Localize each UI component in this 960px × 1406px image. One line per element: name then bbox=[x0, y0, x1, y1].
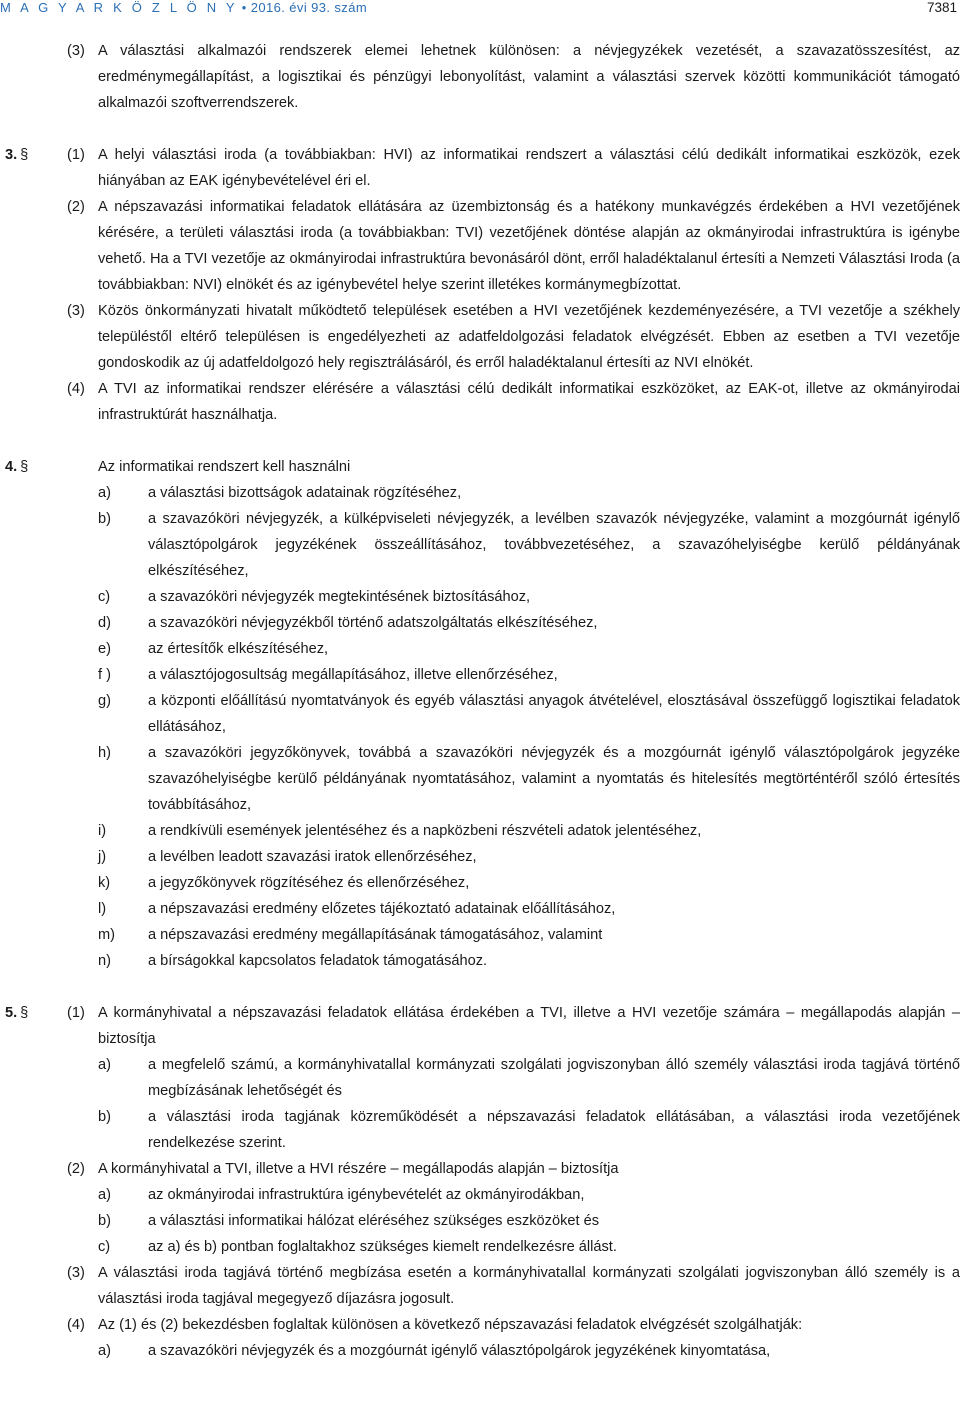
paragraph-text: A helyi választási iroda (a továbbiakban: HVI) az informatikai rendszert a választási célú dedikált informatikai eszközök, ezek hiányában az EAK igénybevételével éri el. bbox=[98, 147, 960, 189]
list-item-text: a választási iroda tagjának közreműködését a népszavazási feladatok ellátásában, a választási iroda vezetőjének rendelkezése szerint. bbox=[148, 1109, 960, 1151]
list-item-label: a) bbox=[98, 485, 111, 501]
paragraph-text: A kormányhivatal a népszavazási feladatok ellátása érdekében a TVI, illetve a HVI vezetője számára – megállapodás alapján – biztosítja bbox=[98, 1005, 960, 1047]
paragraph-number: (3) bbox=[67, 303, 85, 319]
list-item-label: n) bbox=[98, 953, 111, 969]
list-item-text: a választójogosultság megállapításához, illetve ellenőrzéséhez, bbox=[148, 667, 558, 683]
section-number-value: 3. bbox=[5, 147, 18, 163]
section-number-value: 4. bbox=[5, 459, 18, 475]
list-item-text: a levélben leadott szavazási iratok ellenőrzéséhez, bbox=[148, 849, 477, 865]
list-item-label: c) bbox=[98, 589, 111, 605]
list-item bbox=[0, 1104, 960, 1156]
list-item-label: e) bbox=[98, 641, 111, 657]
list-item-label: f ) bbox=[98, 667, 111, 683]
list-item-label: g) bbox=[98, 693, 111, 709]
list-item-text: a szavazóköri jegyzőkönyvek, továbbá a szavazóköri névjegyzék és a mozgóurnát igénylő választópolgárok jegyzéke szavazóhelyiségbe kerülő példányának nyomtatásához, valamint a nyomtatás és hitelesítés megtörténtéről szóló értesítés továbbításához, bbox=[148, 745, 960, 813]
list-item-text: az a) és b) pontban foglaltakhoz szükséges kiemelt rendelkezésre állást. bbox=[148, 1239, 617, 1255]
list-item-text: a választási bizottságok adatainak rögzítéséhez, bbox=[148, 485, 462, 501]
paragraph-text: A népszavazási informatikai feladatok ellátására az üzembiztonság és a hatékony munkavégzés érdekében a HVI vezetőjének kérésére, a területi választási iroda (a továbbiakban: TVI) vezetőjének döntése alapján az okmányirodai infrastruktúra is igénybe vehető. Ha a TVI vezetője az okmányirodai infrastruktúra bevonásáról dönt, erről haladéktalanul értesíti a Nemzeti Választási Iroda (a továbbiakban: NVI) elnökét és az igénybevétel helye szerint illetékes kormánymegbízottat. bbox=[98, 199, 960, 293]
paragraph-text: Az informatikai rendszert kell használni bbox=[98, 459, 351, 475]
list-item bbox=[0, 896, 960, 922]
list-item bbox=[0, 636, 960, 662]
list-item-label: b) bbox=[98, 1213, 111, 1229]
paragraph-number: (2) bbox=[67, 199, 85, 215]
paragraph-text: A kormányhivatal a TVI, illetve a HVI részére – megállapodás alapján – biztosítja bbox=[98, 1161, 619, 1177]
paragraph bbox=[0, 38, 960, 116]
list-item-label: a) bbox=[98, 1057, 111, 1073]
list-item-text: a szavazóköri névjegyzék, a külképviseleti névjegyzék, a levélben szavazók névjegyzéke, valamint a mozgóurnát igénylő választópolgárok jegyzékének összeállításához, továbbvezetéséhez, a szavazóhelyiségbe kerülő példányának elkészítéséhez, bbox=[148, 511, 960, 579]
list-item-text: az értesítők elkészítéséhez, bbox=[148, 641, 329, 657]
section-number bbox=[5, 1000, 28, 1026]
section-sign: § bbox=[20, 147, 29, 163]
paragraph-text: Az (1) és (2) bekezdésben foglaltak különösen a következő népszavazási feladatok elvégzését szolgálhatják: bbox=[98, 1317, 803, 1333]
list-item bbox=[0, 688, 960, 740]
section-block bbox=[0, 1000, 960, 1364]
paragraph-number: (3) bbox=[67, 1265, 85, 1281]
paragraph bbox=[0, 1000, 960, 1052]
list-item-text: a választási informatikai hálózat eléréséhez szükséges eszközöket és bbox=[148, 1213, 600, 1229]
paragraph bbox=[0, 454, 960, 480]
list-item-label: b) bbox=[98, 511, 111, 527]
section-block bbox=[0, 38, 960, 116]
list-item-label: d) bbox=[98, 615, 111, 631]
list-item bbox=[0, 480, 960, 506]
paragraph bbox=[0, 298, 960, 376]
paragraph-number: (4) bbox=[67, 381, 85, 397]
list-item bbox=[0, 870, 960, 896]
list-item bbox=[0, 1182, 960, 1208]
list-item bbox=[0, 818, 960, 844]
list-item-label: m) bbox=[98, 927, 116, 943]
list-item-text: a bírságokkal kapcsolatos feladatok támogatásához. bbox=[148, 953, 488, 969]
list-item-text: a szavazóköri névjegyzékből történő adatszolgáltatás elkészítéséhez, bbox=[148, 615, 598, 631]
section-number bbox=[5, 454, 28, 480]
list-item-label: h) bbox=[98, 745, 111, 761]
paragraph-text: Közös önkormányzati hivatalt működtető települések esetében a HVI vezetőjének kezdeményezésére, a TVI vezetője a székhely településtől eltérő településen is engedélyezheti az adatfeldolgozási feladatok elvégzését. Ebben az esetben a TVI vezetője gondoskodik az új adatfeldolgozó hely regisztrálásáról, és erről haladéktalanul értesíti az NVI elnökét. bbox=[98, 303, 960, 371]
list-item-text: a népszavazási eredmény előzetes tájékoztató adatainak előállításához, bbox=[148, 901, 616, 917]
paragraph-number: (1) bbox=[67, 1005, 85, 1021]
list-item-label: a) bbox=[98, 1187, 111, 1203]
paragraph bbox=[0, 376, 960, 428]
list-item bbox=[0, 1208, 960, 1234]
list-item-text: a szavazóköri névjegyzék megtekintésének biztosításához, bbox=[148, 589, 531, 605]
running-header bbox=[0, 0, 367, 15]
paragraph-text: A választási alkalmazói rendszerek elemei lehetnek különösen: a névjegyzékek vezetését, a szavazatösszesítést, az eredménymegállapítást, a logisztikai és pénzügyi lebonyolítást, valamint a választási szervek közötti kommunikációt támogató alkalmazói szoftverrendszerek. bbox=[98, 43, 960, 111]
section-sign: § bbox=[20, 459, 29, 475]
list-item-text: a rendkívüli események jelentéséhez és a napközbeni részvételi adatok jelentéséhez, bbox=[148, 823, 702, 839]
paragraph-number: (3) bbox=[67, 43, 85, 59]
section-block bbox=[0, 142, 960, 428]
list-item bbox=[0, 506, 960, 584]
list-item-label: k) bbox=[98, 875, 111, 891]
paragraph bbox=[0, 1312, 960, 1338]
list-item-text: a szavazóköri névjegyzék és a mozgóurnát igénylő választópolgárok jegyzékének kinyomtatása, bbox=[148, 1343, 771, 1359]
publication-title: M A G Y A R K Ö Z L Ö N Y bbox=[0, 0, 238, 15]
list-item bbox=[0, 948, 960, 974]
paragraph bbox=[0, 194, 960, 298]
list-item-label: a) bbox=[98, 1343, 111, 1359]
list-item bbox=[0, 1052, 960, 1104]
list-item-label: j) bbox=[98, 849, 107, 865]
list-item-label: l) bbox=[98, 901, 107, 917]
paragraph bbox=[0, 1156, 960, 1182]
paragraph-number: (4) bbox=[67, 1317, 85, 1333]
section-number bbox=[5, 142, 28, 168]
paragraph-text: A választási iroda tagjává történő megbízása esetén a kormányhivatallal kormányzati szolgálati jogviszonyban álló személy is a választási iroda tagjával megegyező díjazásra jogosult. bbox=[98, 1265, 960, 1307]
list-item-label: c) bbox=[98, 1239, 111, 1255]
list-item-text: az okmányirodai infrastruktúra igénybevételét az okmányirodákban, bbox=[148, 1187, 585, 1203]
paragraph-number: (2) bbox=[67, 1161, 85, 1177]
list-item bbox=[0, 610, 960, 636]
list-item bbox=[0, 922, 960, 948]
list-item bbox=[0, 662, 960, 688]
list-item-text: a központi előállítású nyomtatványok és egyéb választási anyagok átvételével, elosztásával összefüggő logisztikai feladatok ellátásához, bbox=[148, 693, 960, 735]
section-sign: § bbox=[20, 1005, 29, 1021]
list-item-label: i) bbox=[98, 823, 107, 839]
section-number-value: 5. bbox=[5, 1005, 18, 1021]
header-bullet: • bbox=[241, 0, 247, 15]
page-number: 7381 bbox=[926, 0, 957, 15]
list-item-label: b) bbox=[98, 1109, 111, 1125]
document-body bbox=[0, 38, 960, 1364]
page-header bbox=[0, 0, 960, 18]
list-item bbox=[0, 844, 960, 870]
list-item-text: a jegyzőkönyvek rögzítéséhez és ellenőrzéséhez, bbox=[148, 875, 470, 891]
paragraph bbox=[0, 142, 960, 194]
list-item bbox=[0, 740, 960, 818]
section-block bbox=[0, 454, 960, 974]
list-item bbox=[0, 1234, 960, 1260]
paragraph-number: (1) bbox=[67, 147, 85, 163]
paragraph bbox=[0, 1260, 960, 1312]
paragraph-text: A TVI az informatikai rendszer elérésére a választási célú dedikált informatikai eszközöket, az EAK-ot, illetve az okmányirodai infrastruktúrát használhatja. bbox=[98, 381, 960, 423]
issue-label: 2016. évi 93. szám bbox=[250, 0, 368, 15]
list-item bbox=[0, 1338, 960, 1364]
list-item bbox=[0, 584, 960, 610]
list-item-text: a megfelelő számú, a kormányhivatallal kormányzati szolgálati jogviszonyban álló személy választási iroda tagjává történő megbízásának lehetőségét és bbox=[148, 1057, 960, 1099]
list-item-text: a népszavazási eredmény megállapításának támogatásához, valamint bbox=[148, 927, 603, 943]
